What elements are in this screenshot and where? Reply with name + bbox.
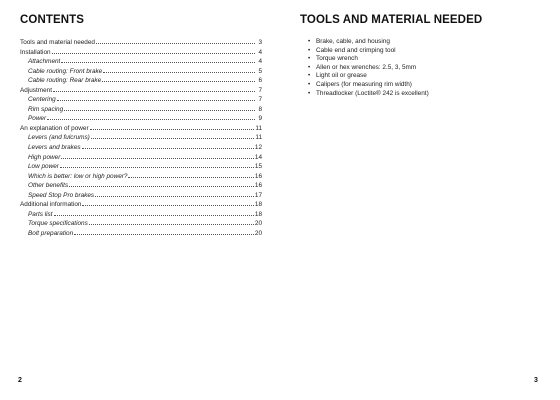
page-number-left: 2: [18, 377, 22, 384]
dot-leader: [103, 72, 255, 73]
tool-item: [308, 64, 540, 73]
toc-entry[interactable]: [20, 143, 262, 153]
dot-leader: [96, 43, 255, 44]
dot-leader: [60, 167, 254, 168]
toc-entry[interactable]: [20, 124, 262, 134]
dot-leader: [89, 224, 254, 225]
toc-entry[interactable]: [20, 57, 262, 67]
toc-entry-page: 3: [258, 39, 262, 46]
toc-entry-page: 5: [258, 67, 262, 75]
toc-entry-page: 16: [254, 172, 262, 180]
dot-leader: [82, 148, 254, 149]
toc-entry-page: 8: [258, 105, 262, 113]
toc-entry-page: 7: [258, 96, 262, 104]
tool-item-label: Calipers (for measuring rim width): [316, 80, 412, 88]
tool-item-label: Allen or hex wrenches: 2.5, 3, 5mm: [316, 63, 417, 71]
contents-page: [20, 14, 262, 238]
dot-leader: [54, 215, 254, 216]
toc-entry-label: An explanation of power: [20, 124, 89, 132]
toc-entry[interactable]: [20, 86, 262, 96]
toc-entry[interactable]: [20, 229, 262, 239]
tool-item-label: Torque wrench: [316, 55, 358, 63]
toc-entry[interactable]: [20, 76, 262, 86]
toc-entry-label: Centering: [28, 96, 56, 104]
toc-entry-label: Levers (and fulcrums): [28, 134, 90, 142]
toc-entry[interactable]: [20, 181, 262, 191]
toc-entry-label: Cable routing: Rear brake: [28, 77, 102, 85]
toc-entry-page: 4: [258, 48, 262, 56]
dot-leader: [57, 100, 255, 101]
dot-leader: [91, 138, 255, 139]
toc-entry[interactable]: [20, 153, 262, 163]
toc-entry-label: Speed Stop Pro brakes: [28, 191, 95, 199]
tool-item: [308, 47, 540, 56]
toc-entry[interactable]: [20, 191, 262, 201]
toc-entry[interactable]: [20, 172, 262, 182]
contents-title: CONTENTS: [20, 14, 85, 26]
tool-item: [308, 90, 540, 99]
tools-page: [300, 14, 540, 98]
toc-entry-label: Low power: [28, 163, 59, 171]
dot-leader: [61, 62, 255, 63]
toc-entry[interactable]: [20, 219, 262, 229]
dot-leader: [128, 177, 253, 178]
toc-entry-page: 12: [254, 144, 262, 152]
toc-entry-label: Tools and material needed: [20, 39, 95, 46]
toc-entry-page: 4: [258, 58, 262, 66]
tools-title: TOOLS AND MATERIAL NEEDED: [300, 14, 483, 26]
toc-entry-label: High power: [28, 153, 61, 161]
toc-entry-label: Bolt preparation: [28, 229, 74, 237]
tool-item: [308, 72, 540, 81]
bullet-icon: •: [308, 55, 311, 63]
dot-leader: [47, 119, 255, 120]
toc-entry-label: Power: [28, 115, 47, 123]
toc-entry-page: 9: [258, 115, 262, 123]
toc-entry-label: Additional information: [20, 201, 82, 209]
toc-entry-page: 16: [254, 182, 262, 190]
bullet-icon: •: [308, 46, 311, 54]
tool-item-label: Brake, cable, and housing: [316, 38, 390, 45]
toc-entry[interactable]: [20, 48, 262, 58]
toc-entry-page: 11: [255, 134, 262, 142]
toc-entry[interactable]: [20, 210, 262, 220]
toc-entry-label: Adjustment: [20, 86, 52, 94]
dot-leader: [52, 53, 255, 54]
dot-leader: [102, 81, 255, 82]
toc-entry-label: Installation: [20, 48, 51, 56]
dot-leader: [69, 186, 254, 187]
toc-entry-page: 17: [254, 191, 262, 199]
bullet-icon: •: [308, 80, 311, 88]
dot-leader: [90, 129, 255, 130]
dot-leader: [74, 234, 254, 235]
bullet-icon: •: [308, 89, 311, 97]
dot-leader: [64, 110, 255, 111]
bullet-icon: •: [308, 63, 311, 71]
toc-entry-page: 14: [254, 153, 262, 161]
toc-entry-page: 20: [254, 229, 262, 237]
page-number-right: 3: [534, 377, 538, 384]
toc-entry[interactable]: [20, 105, 262, 115]
tool-item-label: Cable end and crimping tool: [316, 46, 396, 54]
table-of-contents: [20, 38, 262, 238]
toc-entry-label: Torque specifications: [28, 220, 88, 228]
toc-entry-label: Which is better: low or high power?: [28, 172, 128, 180]
dot-leader: [61, 158, 254, 159]
dot-leader: [95, 196, 254, 197]
bullet-icon: •: [308, 38, 311, 45]
toc-entry-page: 6: [258, 77, 262, 85]
toc-entry-page: 15: [254, 163, 262, 171]
toc-entry-page: 18: [254, 210, 262, 218]
toc-entry[interactable]: [20, 200, 262, 210]
tool-item: [308, 38, 540, 47]
toc-entry[interactable]: [20, 67, 262, 77]
toc-entry-page: 7: [258, 86, 262, 94]
toc-entry-page: 18: [254, 201, 262, 209]
tool-item: [308, 81, 540, 90]
toc-entry-page: 20: [254, 220, 262, 228]
dot-leader: [82, 205, 253, 206]
toc-entry[interactable]: [20, 162, 262, 172]
tools-list: [300, 38, 540, 98]
toc-entry-label: Rim spacing: [28, 105, 64, 113]
tool-item: [308, 55, 540, 64]
toc-entry-label: Parts list: [28, 210, 53, 218]
toc-entry-label: Cable routing: Front brake: [28, 67, 103, 75]
toc-entry[interactable]: [20, 114, 262, 124]
tool-item-label: Light oil or grease: [316, 72, 367, 80]
toc-entry-label: Levers and brakes: [28, 144, 81, 152]
toc-entry[interactable]: [20, 133, 262, 143]
bullet-icon: •: [308, 72, 311, 80]
toc-entry[interactable]: [20, 95, 262, 105]
toc-entry-label: Other benefits: [28, 182, 69, 190]
dot-leader: [53, 91, 255, 92]
toc-entry-page: 11: [255, 124, 262, 132]
toc-entry-label: Attachment: [28, 58, 61, 66]
toc-entry[interactable]: [20, 38, 262, 48]
tool-item-label: Threadlocker (Loctite® 242 is excellent): [316, 89, 429, 97]
